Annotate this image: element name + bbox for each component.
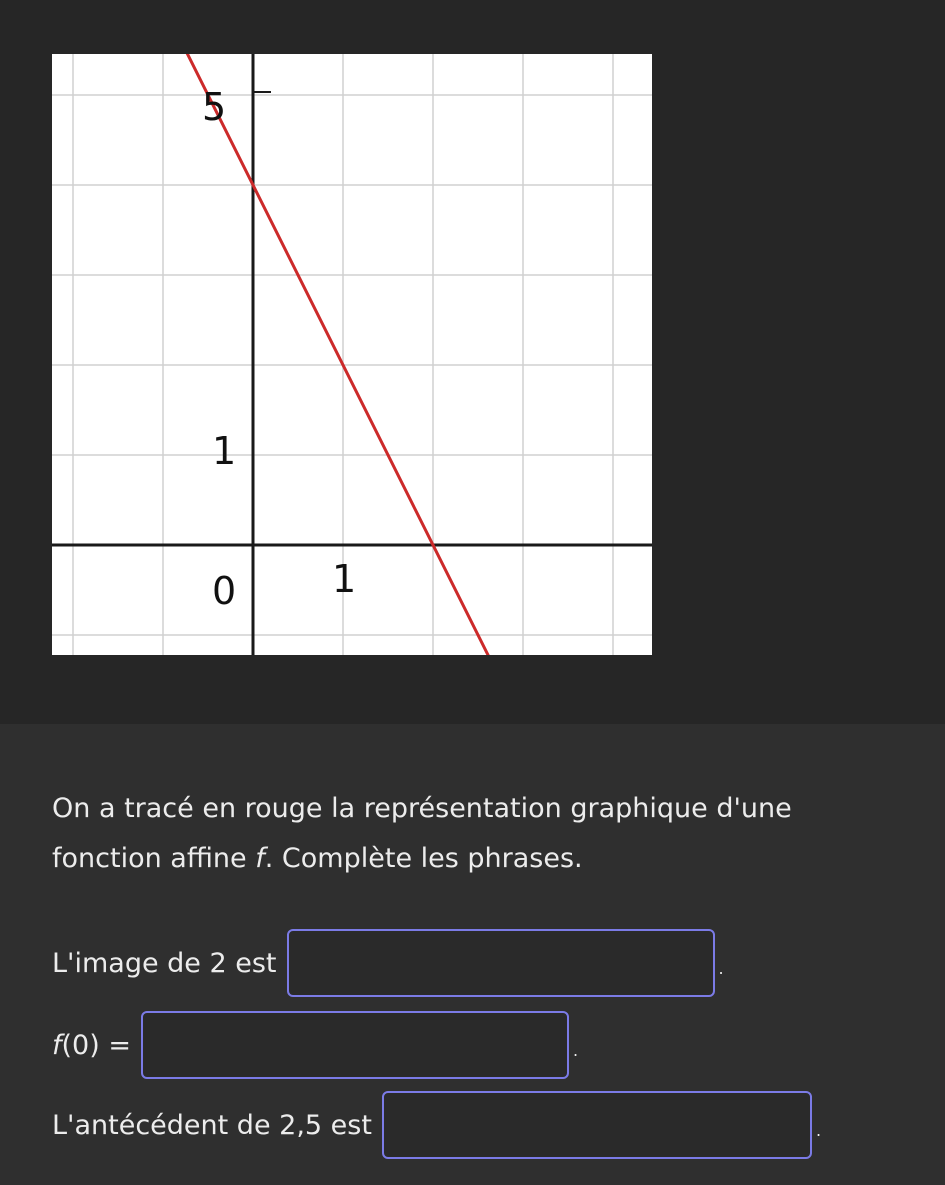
row-label: [52, 1030, 131, 1061]
row-end-period: .: [815, 1120, 822, 1140]
instructions-text: [52, 784, 912, 884]
question-row-image-of-2: [52, 929, 724, 997]
tick-label-x-one: 1: [332, 557, 357, 601]
tick-label-y-five: 5: [202, 85, 227, 129]
tick-label-y-one: 1: [212, 429, 237, 473]
answer-input-image-of-2[interactable]: [287, 929, 715, 997]
function-name: f: [255, 843, 265, 874]
instructions-line-2: [52, 834, 912, 884]
row-end-period: .: [572, 1040, 579, 1060]
row-label-fn: f: [52, 1029, 62, 1061]
row-label-rest: (0) =: [61, 1029, 131, 1061]
function-line: [163, 54, 577, 655]
question-row-antecedent-of-2-5: [52, 1091, 821, 1159]
instructions-line-1: On a tracé en rouge la représentation graphique d'une: [52, 793, 792, 824]
answer-input-antecedent-of-2-5[interactable]: [382, 1091, 812, 1159]
row-label: L'antécédent de 2,5 est: [52, 1109, 372, 1141]
function-graph: [52, 54, 652, 655]
question-panel: [0, 724, 945, 1185]
answer-input-f-of-0[interactable]: [141, 1011, 569, 1079]
instructions-line-2-prefix: fonction affine: [52, 843, 256, 874]
tick-label-origin: 0: [212, 569, 237, 613]
row-label: L'image de 2 est: [52, 947, 277, 979]
instructions-line-2-suffix: . Complète les phrases.: [264, 843, 583, 874]
question-row-f-of-0: [52, 1011, 578, 1079]
graph-svg: [52, 54, 652, 655]
row-end-period: .: [718, 958, 724, 978]
